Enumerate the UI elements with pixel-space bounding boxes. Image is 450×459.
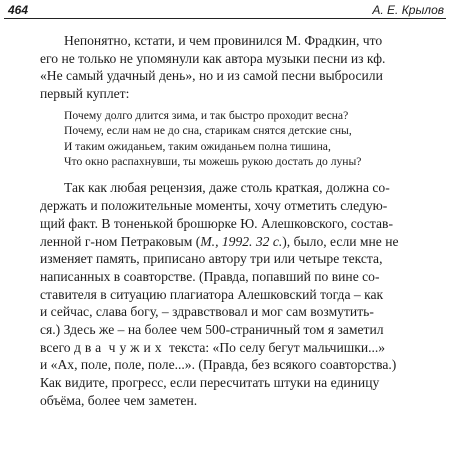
header-rule — [4, 18, 446, 19]
text-line: первый куплет: — [40, 86, 130, 102]
text-line: держать и положительные моменты, хочу отметить следую- — [40, 198, 388, 214]
text-line: его не только не упомянули как автора музыки песни из кф. — [40, 50, 386, 66]
text-line: изменяет память, приписано автору три или четыре текста, — [40, 251, 383, 267]
text-line — [40, 339, 436, 357]
verse-line: Что окно распахнувши, ты можешь рукою достать до луны? — [64, 155, 362, 169]
text-line — [40, 233, 436, 251]
text-line: написанных в соавторстве. (Правда, попавший по вине со- — [40, 268, 380, 284]
text-run: ленной г-ном Петраковым ( — [40, 233, 201, 249]
text-line: объёма, более чем заметен. — [40, 392, 198, 408]
spaced-word-dva: два — [74, 339, 106, 355]
text-run: всего — [40, 339, 75, 355]
page-number: 464 — [8, 3, 29, 17]
running-header — [8, 2, 444, 18]
citation-italic: М., 1992. 32 с. — [200, 233, 283, 249]
verse-line: Почему долго длится зима, и так быстро проходит весна? — [64, 108, 349, 122]
paragraph-2 — [40, 179, 436, 409]
text-line: Как видите, прогресс, если пересчитать штуки на единицу — [40, 375, 380, 391]
text-line: и «Ах, поле, поле, поле...». (Правда, без всякого соавторства.) — [40, 357, 397, 373]
text-run: ), было, если мне не — [282, 233, 399, 249]
spaced-word-chuzhikh: чужих — [108, 339, 166, 355]
text-line: щий факт. В тоненькой брошюрке Ю. Алешковского, состав- — [40, 215, 393, 231]
text-line: Так как любая рецензия, даже столь краткая, должна со- — [64, 180, 390, 196]
running-author: А. Е. Крылов — [372, 3, 444, 17]
text-line: «Не самый удачный день», но и из самой песни выбросили — [40, 68, 383, 84]
text-line: Непонятно, кстати, и чем провинился М. Фрадкин, что — [64, 33, 383, 48]
text-line: ставителя в ситуацию плагиатора Алешковский тогда – как — [40, 286, 384, 302]
song-verse — [64, 108, 436, 170]
verse-line: И таким ожиданьем, таким ожиданьем полна тишина, — [64, 139, 331, 153]
paragraph-1 — [40, 32, 436, 103]
page-body — [40, 32, 436, 410]
text-line: и сейчас, слава богу, – здравствовал и мог сам возмутить- — [40, 304, 374, 320]
verse-line: Почему, если нам не до сна, старикам снятся детские сны, — [64, 124, 352, 138]
text-line: ся.) Здесь же – на более чем 500-страничный том я заметил — [40, 322, 384, 338]
text-run: текста: «По селу бегут мальчишки...» — [165, 339, 386, 355]
